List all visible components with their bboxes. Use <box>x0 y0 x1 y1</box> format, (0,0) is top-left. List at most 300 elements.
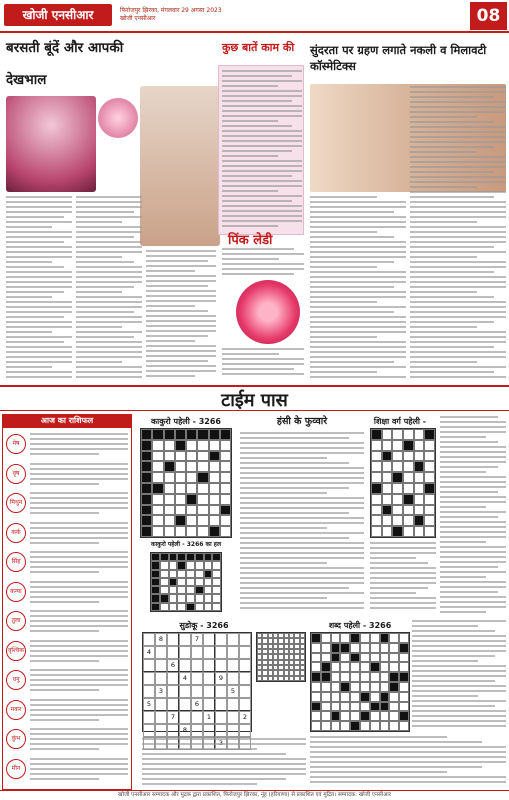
grid-cell <box>164 429 175 440</box>
text-line <box>6 316 64 318</box>
article-body <box>310 196 406 382</box>
grid-cell <box>175 483 186 494</box>
grid-cell <box>164 440 175 451</box>
grid-cell <box>152 429 163 440</box>
sudoku-cell <box>215 711 227 724</box>
text-line <box>310 226 406 228</box>
text-line <box>6 321 72 323</box>
text-line <box>6 251 72 253</box>
grid-cell <box>151 594 160 602</box>
clues <box>310 736 506 788</box>
jokes-body <box>240 432 364 612</box>
grid-cell <box>164 515 175 526</box>
sudoku-cell <box>179 685 191 698</box>
grid-cell <box>340 672 350 682</box>
text-line <box>370 562 428 564</box>
grid-cell <box>331 633 341 643</box>
text-line <box>412 710 506 712</box>
text-line <box>6 281 72 283</box>
grid-cell <box>321 702 331 712</box>
zodiac-icon: कुंभ <box>6 729 26 749</box>
grid-cell <box>164 461 175 472</box>
grid-cell <box>370 643 380 653</box>
grid-cell <box>392 526 403 537</box>
text-line <box>440 571 506 573</box>
grid-cell <box>403 483 414 494</box>
article-body <box>76 196 142 382</box>
text-line <box>142 758 306 760</box>
grid-cell <box>331 721 341 731</box>
grid-cell <box>141 472 152 483</box>
grid-cell <box>220 494 231 505</box>
text-line <box>440 486 506 488</box>
sudoku-cell <box>227 724 239 737</box>
grid-cell <box>220 515 231 526</box>
sudoku-cell <box>227 698 239 711</box>
text-line <box>146 360 208 362</box>
grid-cell <box>141 483 152 494</box>
text-line <box>412 705 495 707</box>
text-line <box>6 371 72 373</box>
grid-cell <box>350 682 360 692</box>
sudoku-answer-grid <box>256 632 306 682</box>
grid-cell <box>164 472 175 483</box>
grid-cell <box>340 711 350 721</box>
text-line <box>440 601 506 603</box>
sudoku-cell <box>203 659 215 672</box>
text-line <box>76 236 134 238</box>
tips-body <box>222 70 302 230</box>
sudoku-cell <box>215 659 227 672</box>
jokes-title: हंसी के फुव्वारे <box>276 416 328 427</box>
sudoku-grid <box>142 632 252 732</box>
text-line <box>222 70 302 72</box>
grid-cell <box>350 702 360 712</box>
grid-cell <box>160 561 169 569</box>
sudoku-cell <box>191 685 203 698</box>
text-line <box>222 225 278 227</box>
text-line <box>410 246 494 248</box>
grid-cell <box>209 461 220 472</box>
sudoku-cell <box>167 685 179 698</box>
text-line <box>412 660 478 662</box>
text-line <box>310 736 447 738</box>
text-line <box>146 320 216 322</box>
horoscope-text <box>30 433 128 459</box>
grid-cell <box>399 692 409 702</box>
article-body <box>6 196 72 382</box>
grid-cell <box>209 472 220 483</box>
text-line <box>410 346 494 348</box>
article-headline: बरसती बूंदें और आपकी <box>6 40 124 56</box>
grid-cell <box>209 429 220 440</box>
grid-cell <box>204 578 213 586</box>
text-line <box>76 376 142 378</box>
grid-cell <box>186 483 197 494</box>
text-line <box>146 365 216 367</box>
text-line <box>222 85 278 87</box>
grid-cell <box>389 643 399 653</box>
text-line <box>440 506 486 508</box>
text-line <box>6 206 72 208</box>
grid-cell <box>321 672 331 682</box>
grid-cell <box>195 570 204 578</box>
grid-cell <box>331 702 341 712</box>
text-line <box>310 216 406 218</box>
grid-cell <box>392 494 403 505</box>
grid-cell <box>152 461 163 472</box>
text-line <box>370 577 436 579</box>
text-line <box>370 597 436 599</box>
grid-cell <box>321 662 331 672</box>
crossword-grid-2 <box>310 632 410 732</box>
grid-cell <box>186 570 195 578</box>
grid-cell <box>392 429 403 440</box>
grid-cell <box>350 633 360 643</box>
grid-cell <box>152 526 163 537</box>
text-line <box>410 211 506 213</box>
grid-cell <box>197 451 208 462</box>
text-line <box>240 477 364 479</box>
grid-cell <box>175 440 186 451</box>
text-line <box>76 231 142 233</box>
grid-cell <box>186 561 195 569</box>
grid-cell <box>160 586 169 594</box>
sudoku-cell <box>155 711 167 724</box>
article-body <box>222 348 304 382</box>
grid-cell <box>392 505 403 516</box>
horoscope-text <box>30 758 128 784</box>
text-line <box>440 511 506 513</box>
grid-cell <box>350 692 360 702</box>
text-line <box>6 336 72 338</box>
grid-cell <box>151 570 160 578</box>
grid-cell <box>197 461 208 472</box>
horoscope-text <box>30 463 128 489</box>
footer: खोजी एनसीआर सम्पादक और मुद्रक द्वारा प्रकाशित, फिरोजपुर झिरका, नूंह (हरियाणा) से प्रकाशित एवं मुद्रित। सम्पादक: खोजी एनसीआर <box>0 790 509 800</box>
zodiac-icon: वृष <box>6 464 26 484</box>
text-line <box>370 607 436 609</box>
grid-cell <box>220 526 231 537</box>
grid-cell <box>403 526 414 537</box>
text-line <box>146 355 216 357</box>
horoscope-text <box>30 522 128 548</box>
text-line <box>370 582 436 584</box>
zodiac-icon: कन्या <box>6 582 26 602</box>
text-line <box>146 370 216 372</box>
sudoku-cell <box>155 698 167 711</box>
text-line <box>142 773 306 775</box>
text-line <box>222 75 292 77</box>
text-line <box>370 557 416 559</box>
text-line <box>440 586 506 588</box>
text-line <box>410 361 477 363</box>
crossword-grid <box>370 428 436 538</box>
text-line <box>410 371 494 373</box>
text-line <box>440 526 506 528</box>
header-rule <box>0 31 509 33</box>
section-title: टाईम पास <box>221 390 288 411</box>
sudoku-cell <box>239 698 251 711</box>
sudoku-cell <box>143 711 155 724</box>
text-line <box>440 546 506 548</box>
text-line <box>222 100 292 102</box>
grid-cell <box>340 692 350 702</box>
grid-cell <box>152 451 163 462</box>
text-line <box>240 447 364 449</box>
text-line <box>410 271 494 273</box>
text-line <box>412 700 506 702</box>
horoscope-text <box>30 610 128 636</box>
sudoku-cell <box>239 724 251 737</box>
text-line <box>76 371 142 373</box>
text-line <box>412 620 506 622</box>
sudoku-cell: 5 <box>143 698 155 711</box>
text-line <box>222 130 302 132</box>
grid-cell <box>175 472 186 483</box>
text-line <box>440 501 506 503</box>
grid-cell <box>424 440 435 451</box>
text-line <box>410 376 506 378</box>
text-line <box>410 291 477 293</box>
grid-cell <box>370 662 380 672</box>
text-line <box>410 101 506 103</box>
grid-cell <box>186 594 195 602</box>
kakuro-answer-grid <box>150 552 222 612</box>
text-line <box>370 572 436 574</box>
text-line <box>222 175 292 177</box>
text-line <box>6 311 72 313</box>
grid-cell <box>370 702 380 712</box>
text-line <box>240 527 327 529</box>
grid-cell <box>414 451 425 462</box>
sudoku-cell <box>203 724 215 737</box>
text-line <box>76 326 122 328</box>
text-line <box>410 266 506 268</box>
sudoku-cell <box>239 672 251 685</box>
grid-cell <box>340 662 350 672</box>
text-line <box>222 150 292 152</box>
grid-cell <box>186 451 197 462</box>
text-line <box>76 356 142 358</box>
grid-cell <box>164 505 175 516</box>
text-line <box>6 346 72 348</box>
article-headline-2: देखभाल <box>6 72 47 88</box>
grid-cell <box>370 633 380 643</box>
text-line <box>412 690 506 692</box>
grid-cell <box>370 672 380 682</box>
grid-cell <box>321 653 331 663</box>
text-line <box>412 635 506 637</box>
text-line <box>6 271 72 273</box>
text-line <box>370 602 436 604</box>
grid-cell <box>392 483 403 494</box>
grid-cell <box>403 494 414 505</box>
text-line <box>6 276 72 278</box>
text-line <box>240 577 364 579</box>
text-line <box>240 457 327 459</box>
grid-cell <box>380 692 390 702</box>
text-line <box>412 665 506 667</box>
text-line <box>440 541 486 543</box>
text-line <box>222 268 304 270</box>
text-line <box>76 206 142 208</box>
text-line <box>410 336 506 338</box>
text-line <box>142 753 286 755</box>
text-line <box>76 316 142 318</box>
text-line <box>440 521 506 523</box>
grid-cell <box>392 440 403 451</box>
text-line <box>76 296 142 298</box>
text-line <box>440 481 506 483</box>
text-line <box>410 196 494 198</box>
text-line <box>310 746 506 748</box>
grid-cell <box>175 526 186 537</box>
grid-cell <box>403 515 414 526</box>
text-line <box>76 346 142 348</box>
text-line <box>440 516 498 518</box>
grid-cell <box>360 653 370 663</box>
text-line <box>76 331 142 333</box>
grid-cell <box>152 515 163 526</box>
text-line <box>410 306 506 308</box>
text-line <box>240 582 364 584</box>
sudoku-cell <box>179 711 191 724</box>
text-line <box>76 301 142 303</box>
text-line <box>76 261 134 263</box>
grid-cell <box>403 451 414 462</box>
text-line <box>410 106 506 108</box>
sudoku-cell <box>167 698 179 711</box>
text-line <box>142 763 306 765</box>
sudoku-cell <box>227 659 239 672</box>
text-line <box>410 191 506 193</box>
grid-cell <box>331 711 341 721</box>
text-line <box>76 341 142 343</box>
grid-cell <box>424 483 435 494</box>
text-line <box>310 306 406 308</box>
text-line <box>440 421 506 423</box>
grid-cell <box>424 494 435 505</box>
grid-cell <box>331 682 341 692</box>
grid-cell <box>197 429 208 440</box>
grid-cell <box>311 633 321 643</box>
text-line <box>410 96 494 98</box>
grid-cell <box>169 561 178 569</box>
text-line <box>310 236 394 238</box>
sudoku-cell: 4 <box>143 646 155 659</box>
grid-cell <box>370 682 380 692</box>
grid-cell <box>220 429 231 440</box>
grid-cell <box>197 526 208 537</box>
text-line <box>146 330 216 332</box>
page-number: 08 <box>470 2 507 30</box>
zodiac-icon: धनु <box>6 670 26 690</box>
grid-cell <box>382 494 393 505</box>
article-headline: सुंदरता पर ग्रहण लगाते नकली व मिलावटी कॉस्मेटिक्स <box>310 43 487 73</box>
text-line <box>410 331 506 333</box>
grid-cell <box>424 429 435 440</box>
sudoku-notes <box>142 738 306 788</box>
grid-cell <box>177 594 186 602</box>
text-line <box>6 356 72 358</box>
grid-cell <box>371 505 382 516</box>
text-line <box>310 246 406 248</box>
text-line <box>412 695 478 697</box>
sudoku-cell <box>203 633 215 646</box>
text-line <box>240 482 364 484</box>
text-line <box>6 326 72 328</box>
text-line <box>6 301 72 303</box>
grid-cell <box>197 472 208 483</box>
text-line <box>310 756 506 758</box>
text-line <box>222 348 304 350</box>
sudoku-cell <box>203 698 215 711</box>
text-line <box>440 436 486 438</box>
grid-cell <box>220 472 231 483</box>
text-line <box>76 256 122 258</box>
text-line <box>440 556 506 558</box>
text-line <box>440 581 506 583</box>
grid-cell <box>382 515 393 526</box>
text-line <box>410 221 477 223</box>
grid-cell <box>370 653 380 663</box>
grid-cell <box>311 711 321 721</box>
article-headline: पिंक लेडी <box>228 233 273 248</box>
grid-cell <box>403 440 414 451</box>
zodiac-icon: कर्क <box>6 523 26 543</box>
grid-cell <box>371 483 382 494</box>
article-body <box>146 250 216 382</box>
grid-cell <box>382 526 393 537</box>
grid-cell <box>371 515 382 526</box>
text-line <box>310 296 406 298</box>
text-line <box>440 566 498 568</box>
text-line <box>76 216 142 218</box>
text-line <box>240 592 364 594</box>
grid-cell <box>414 483 425 494</box>
grid-cell <box>164 494 175 505</box>
grid-cell <box>141 461 152 472</box>
text-line <box>76 321 142 323</box>
text-line <box>410 351 506 353</box>
grid-cell <box>360 633 370 643</box>
text-line <box>440 461 506 463</box>
text-line <box>222 190 278 192</box>
text-line <box>6 366 52 368</box>
grid-cell <box>212 578 221 586</box>
zodiac-icon: मिथुन <box>6 493 26 513</box>
grid-cell <box>424 515 435 526</box>
text-line <box>222 160 302 162</box>
text-line <box>440 611 486 613</box>
text-line <box>146 310 208 312</box>
grid-cell <box>175 505 186 516</box>
grid-cell <box>204 603 213 611</box>
text-line <box>222 170 302 172</box>
text-line <box>146 300 216 302</box>
text-line <box>222 273 294 275</box>
grid-cell <box>414 429 425 440</box>
text-line <box>240 532 364 534</box>
text-line <box>440 426 506 428</box>
grid-cell <box>300 676 305 681</box>
grid-cell <box>204 570 213 578</box>
grid-cell <box>212 586 221 594</box>
text-line <box>240 442 364 444</box>
grid-cell <box>360 643 370 653</box>
text-line <box>240 487 349 489</box>
